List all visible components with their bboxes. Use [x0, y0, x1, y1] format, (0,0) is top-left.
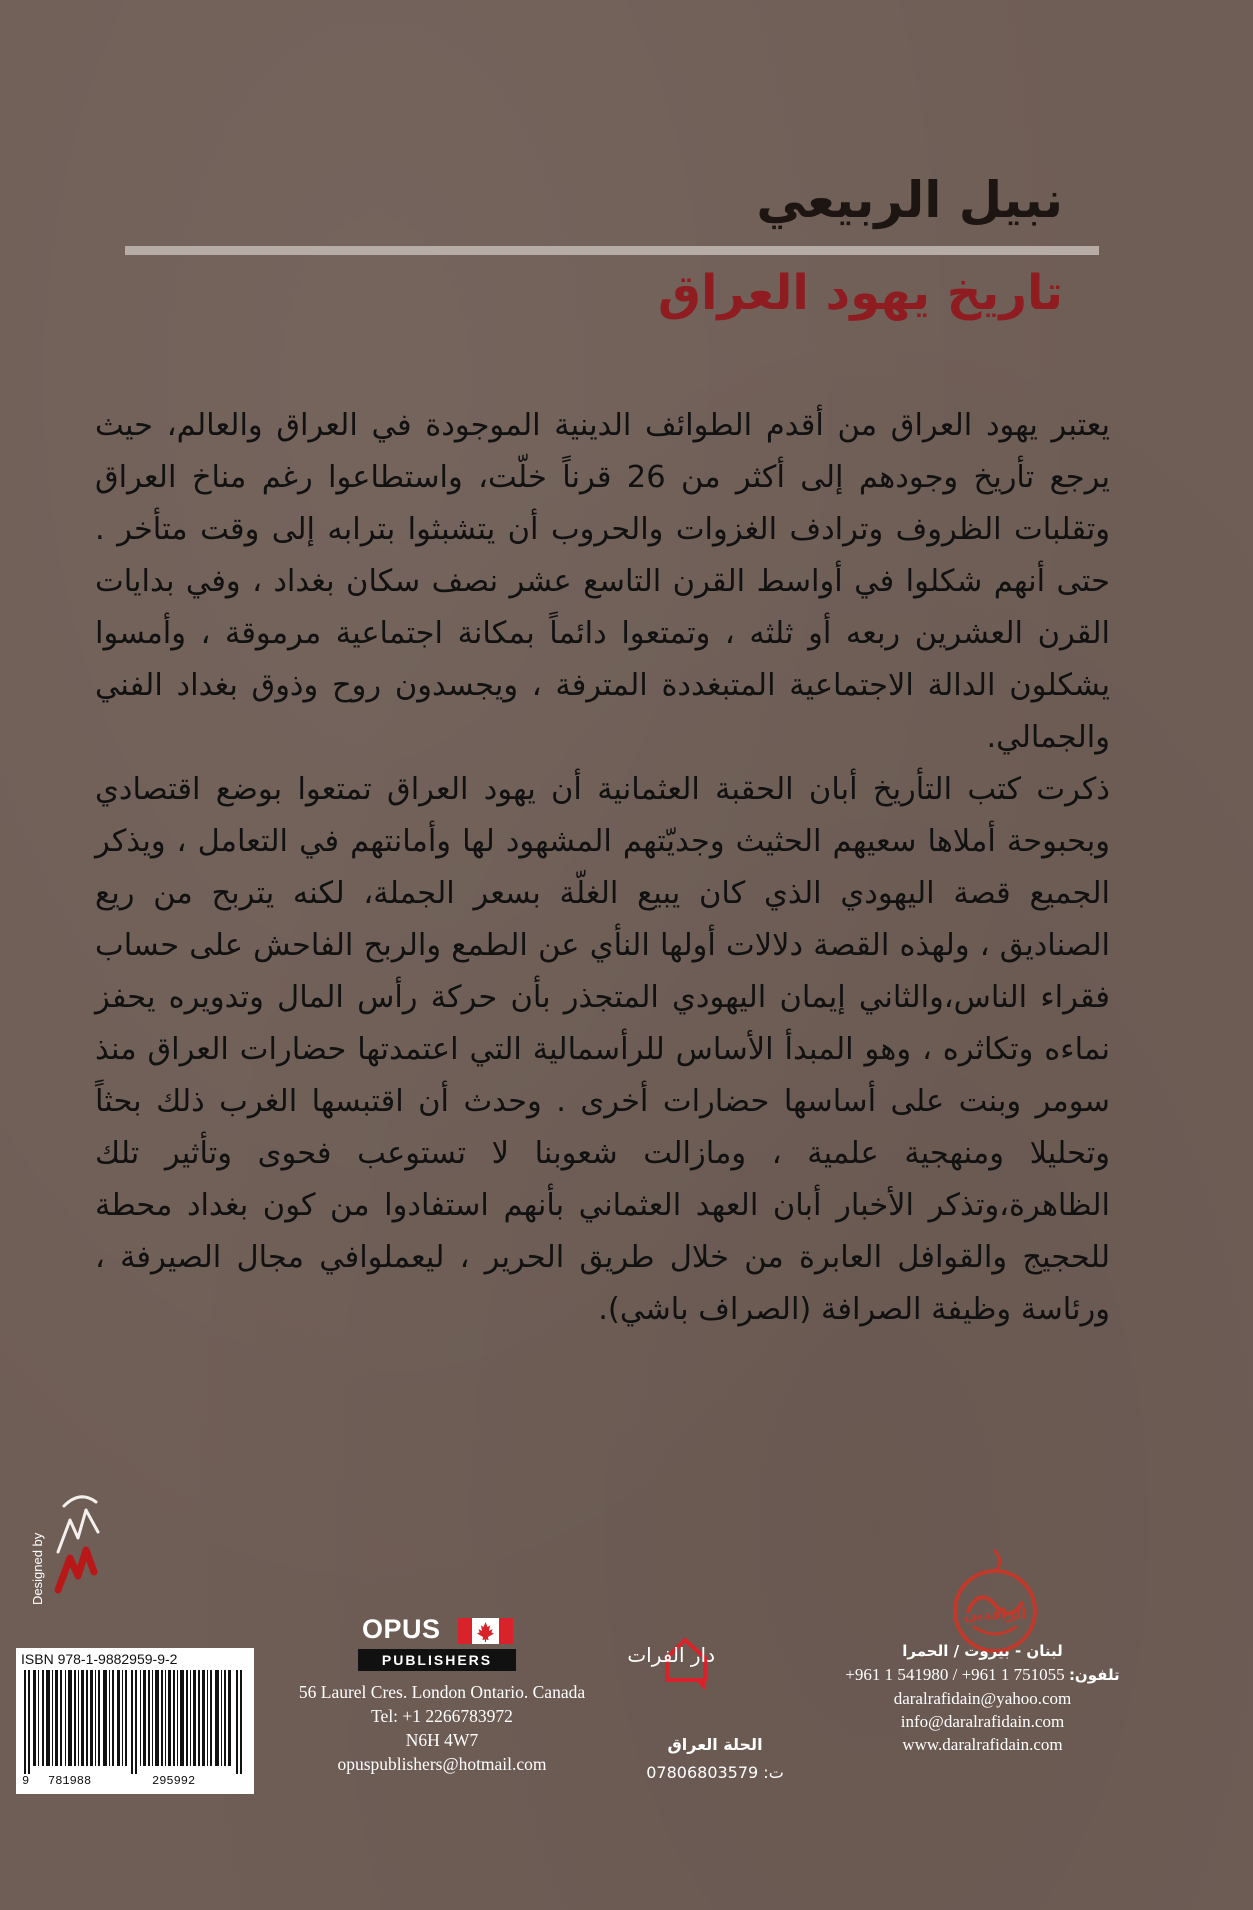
opus-email: opuspublishers@hotmail.com: [337, 1754, 547, 1774]
rafidain-phones-line: [820, 1663, 1145, 1687]
title-divider: [125, 246, 1099, 255]
isbn-number: ISBN 978-1-9882959-9-2: [21, 1651, 178, 1667]
dar-alfurat-logo-text: دار الفرات: [627, 1643, 715, 1667]
rafidain-logo-text: الرافدين: [963, 1605, 1027, 1623]
rafidain-phone-label: تلفون:: [1068, 1666, 1120, 1684]
opus-tel: Tel: +1 2266783972: [371, 1706, 513, 1726]
barcode-digit-group: 781988: [48, 1774, 92, 1788]
opus-address: 56 Laurel Cres. London Ontario. Canada: [298, 1682, 586, 1702]
author-name: نبيل الربيعي: [756, 171, 1063, 229]
rafidain-email-info: info@daralrafidain.com: [900, 1712, 1065, 1731]
blurb-paragraph: ذكرت كتب التأريخ أبان الحقبة العثمانية أن يهود العراق تمتعوا بوضع اقتصادي وبحبوحة أملاها سعيهم الحثيث وجديّتهم المشهود لها وأمانتهم في التعامل ، ويذكر الجميع قصة اليهودي الذي كان يبيع الغلّة بسعر الجملة، لكنه يتربح من ريع الصناديق ، ولهذه القصة دلالات أولها النأي عن الطمع والربح الفاحش على حساب فقراء الناس،والثاني إيمان اليهودي المتجذر بأن حركة رأس المال وتدويره يحفز نماءه وتكاثره ، وهو المبدأ الأساس للرأسمالية التي اعتمدتها حضارات العراق منذ سومر وبنت على أساسها حضارات أخرى . وحدث أن اقتبسها الغرب ذلك بحثاً وتحليلا ومنهجية علمية ، ومازالت شعوبنا لا تستوعب فحوى وتأثير تلك الظاهرة،وتذكر الأخبار أبان العهد العثماني بأنهم استفادوا من كون بغداد محطة للحجيج والقوافل العابرة من خلال طريق الحرير ، ليعملوافي مجال الصيرفة ، ورئاسة وظيفة الصرافة (الصراف باشي).: [95, 772, 1110, 1327]
blurb-paragraph: يعتبر يهود العراق من أقدم الطوائف الدينية الموجودة في العراق والعالم، حيث يرجع تأريخ وجودهم إلى أكثر من 26 قرناً خلّت، واستطاعوا رغم مناخ العراق وتقلبات الظروف وترادف الغزوات والحروب أن يتشبثوا بترابه إلى وقت متأخر . حتى أنهم شكلوا في أواسط القرن التاسع عشر نصف سكان بغداد ، وفي بدايات القرن العشرين ربعه أو ثلثه ، وتمتعوا دائماً بمكانة اجتماعية مرموقة ، وأمسوا يشكلون الدالة الاجتماعية المتبغددة المترفة ، ويجسدون روح وذوق بغداد الفني والجمالي.: [95, 408, 1110, 755]
rafidain-contact-block: [820, 1640, 1145, 1756]
opus-logo-subtitle: PUBLISHERS: [358, 1649, 516, 1671]
rafidain-website: www.daralrafidain.com: [902, 1735, 1063, 1754]
designer-logo-icon: [28, 1480, 103, 1610]
barcode-digit-group: 9: [22, 1774, 30, 1788]
opus-logo-word: OPUS: [362, 1614, 441, 1644]
dar-alfurat-phone: ت: 07806803579: [646, 1763, 784, 1782]
blurb-text: [95, 400, 1110, 1336]
barcode-digit-group: 295992: [152, 1774, 196, 1788]
rafidain-phone-numbers: +961 1 541980 / +961 1 751055: [845, 1665, 1065, 1684]
book-title: تاريخ يهود العراق: [658, 265, 1063, 321]
canada-flag-icon: [458, 1618, 513, 1644]
rafidain-email-yahoo: daralrafidain@yahoo.com: [893, 1689, 1072, 1708]
opus-contact-block: [262, 1680, 622, 1776]
dar-alfurat-info: [630, 1732, 800, 1788]
opus-postcode: N6H 4W7: [405, 1730, 479, 1750]
rafidain-location: لبنان - بيروت / الحمرا: [902, 1642, 1063, 1660]
dar-alfurat-logo-icon: [627, 1620, 770, 1695]
barcode-bars-icon: [24, 1670, 246, 1774]
opus-publishers-logo: [358, 1614, 516, 1674]
designer-credit: Designed by: [30, 1532, 45, 1605]
isbn-barcode: [16, 1648, 254, 1794]
dar-alfurat-city: الحلة العراق: [667, 1735, 763, 1754]
